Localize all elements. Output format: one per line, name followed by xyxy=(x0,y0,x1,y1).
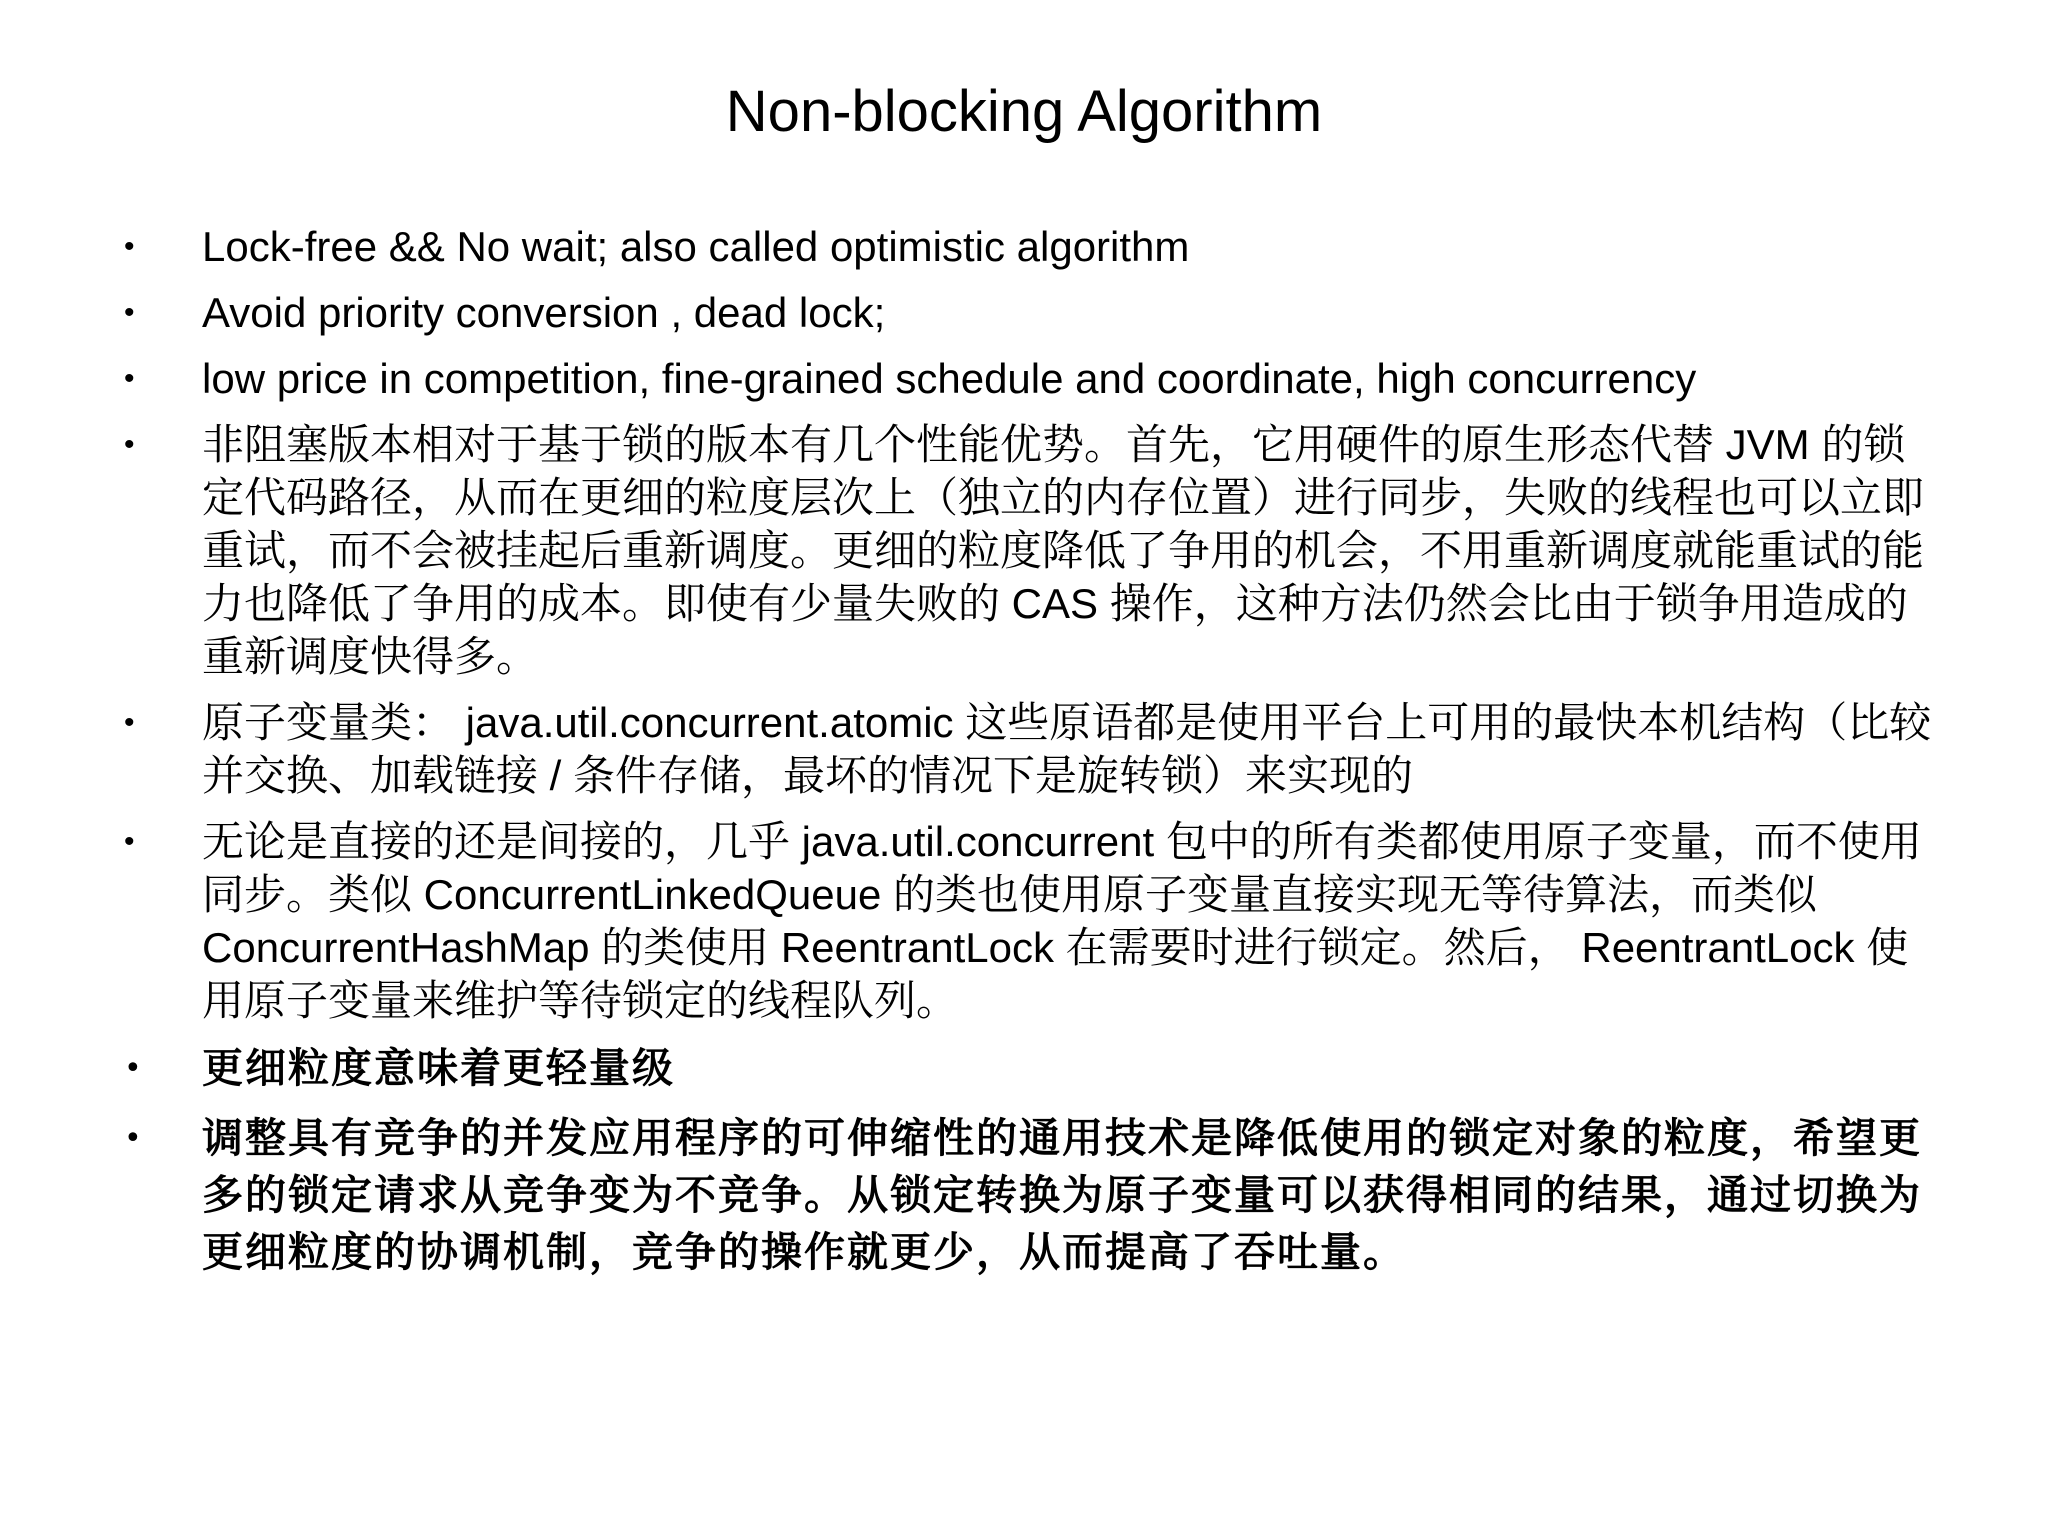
bullet-item-lock-free xyxy=(122,220,1942,273)
bullet-item-performance xyxy=(122,418,1942,683)
bullet-text: Lock-free && No wait; also called optimistic algorithm xyxy=(202,223,1190,270)
bullet-text: 调整具有竞争的并发应用程序的可伸缩性的通用技术是降低使用的锁定对象的粒度，希望更多的锁定请求从竞争变为不竞争。从锁定转换为原子变量可以获得相同的结果，通过切换为更细粒度的协调机制，竞争的操作就更少，从而提高了吞吐量。 xyxy=(202,1114,1922,1276)
bullet-dot-icon: • xyxy=(124,230,135,263)
bullet-item-concurrent-package xyxy=(122,815,1942,1027)
bullet-dot-icon: • xyxy=(124,296,135,329)
bullet-item-low-price xyxy=(122,352,1942,405)
bullet-text: 原子变量类： java.util.concurrent.atomic 这些原语都是使用平台上可用的最快本机结构（比较并交换、加载链接 / 条件存储，最坏的情况下是旋转锁）来实现的 xyxy=(202,699,1932,799)
bullet-text: 无论是直接的还是间接的，几乎 java.util.concurrent 包中的所有类都使用原子变量，而不使用同步。类似 ConcurrentLinkedQueue 的类也使用原子变量直接实现无等待算法，而类似 ConcurrentHashMap 的类使用 ReentrantLock 在需要时进行锁定。然后， ReentrantLock 使用原子变量来维护等待锁定的线程队列。 xyxy=(202,818,1922,1024)
bullet-dot-icon: • xyxy=(124,1121,142,1156)
bullet-text: Avoid priority conversion , dead lock; xyxy=(202,289,886,336)
bullet-text: low price in competition, fine-grained schedule and coordinate, high concurrency xyxy=(202,355,1697,402)
bullet-dot-icon: • xyxy=(124,428,135,461)
slide-title: Non-blocking Algorithm xyxy=(725,79,1323,144)
bullet-dot-icon: • xyxy=(124,706,135,739)
bullet-item-finer-grain xyxy=(122,1040,1942,1097)
bullet-list xyxy=(122,220,1942,1294)
bullet-text: 更细粒度意味着更轻量级 xyxy=(202,1044,675,1092)
bullet-dot-icon: • xyxy=(124,1051,142,1086)
bullet-text: 非阻塞版本相对于基于锁的版本有几个性能优势。首先，它用硬件的原生形态代替 JVM 的锁定代码路径，从而在更细的粒度层次上（独立的内存位置）进行同步，失败的线程也可以立即重试，而不会被挂起后重新调度。更细的粒度降低了争用的机会，不用重新调度就能重试的能力也降低了争用的成本。即使有少量失败的 CAS 操作，这种方法仍然会比由于锁争用造成的重新调度快得多。 xyxy=(202,421,1925,680)
bullet-item-scalability xyxy=(122,1110,1942,1281)
bullet-dot-icon: • xyxy=(124,825,135,858)
bullet-item-avoid-priority xyxy=(122,286,1942,339)
bullet-item-atomic-classes xyxy=(122,696,1942,802)
bullet-dot-icon: • xyxy=(124,362,135,395)
